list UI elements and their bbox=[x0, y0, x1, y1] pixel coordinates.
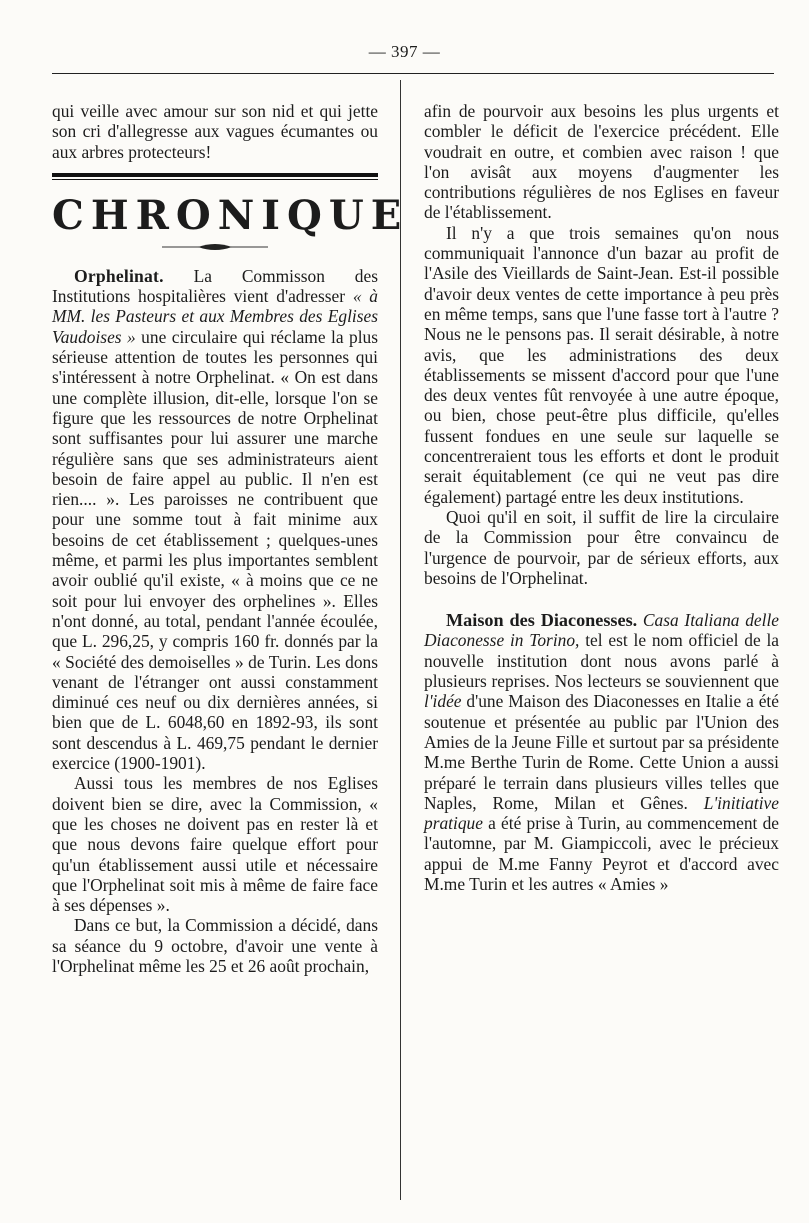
diaconesses-text-c: a été prise à Turin, au commencement de l'automne, par M. Giampiccoli, avec le précieux appui de M.me Fanny Peyrot et d'accord avec M.me Turin et les autres « Amies » bbox=[424, 813, 779, 894]
bazar-paragraph: Il n'y a que trois semaines qu'on nous communiquait l'annonce d'un bazar au profit de l'Asile des Vieillards de Saint-Jean. Est-il possible d'avoir deux ventes de cette importance à peu près en même temps, sans que l'une fasse tort à l'autre ? Nous ne le pensons pas. Il serait désirable, à notre avis, que les administrations des deux établissements se missent d'accord pour que l'une des deux ventes fût renvoyée à une autre époque, ou bien, chose peut-être plus difficile, qu'elles fussent fondues en une seule sur laquelle se concentreraient tous les efforts et dont le produit serait équitablement (ce qui ne veut pas dire également) partagé entre les deux institutions. bbox=[424, 222, 779, 507]
section-spacer bbox=[424, 588, 779, 610]
orphelinat-paragraph-2: Aussi tous les membres de nos Eglises doivent bien se dire, avec la Commission, « que les choses ne doivent pas en rester là et que nous devons faire quelque effort pour qu'un établissement aussi utile et nécessaire que l'Orphelinat soit mis à même de faire face à ses dépenses ». bbox=[52, 773, 378, 916]
right-column bbox=[424, 101, 779, 894]
diaconesses-text-b: d'une Maison des Diaconesses en Italie a été soutenue et présentée au public par l'Union des Amies de la Jeune Fille et surtout par sa présidente M.me Berthe Turin de Rome. Cette Union a aussi préparé le terrain dans plusieurs villes telles que Naples, Rome, Milan et Gênes. bbox=[424, 691, 779, 813]
continuation-paragraph: afin de pourvoir aux besoins les plus urgents et combler le déficit de l'exercice précédent. Elle voudrait en outre, et combien avec raison ! que l'on avisât aux moyens d'augmenter les contributions régulières de nos Eglises en faveur de l'établissement. bbox=[424, 101, 779, 223]
orphelinat-article bbox=[52, 266, 378, 773]
orphelinat-heading: Orphelinat. bbox=[74, 265, 164, 286]
ornament-divider bbox=[160, 242, 270, 252]
diaconesses-article bbox=[424, 610, 779, 894]
orphelinat-text-a: La Commisson des Institutions hospitalières vient d'adresser bbox=[52, 265, 378, 307]
diaconesses-heading: Maison des Diaconesses. bbox=[446, 610, 638, 631]
orphelinat-paragraph-3: Dans ce but, la Commission a décidé, dans sa séance du 9 octobre, d'avoir une vente à l'Orphelinat même les 25 et 26 août prochain, bbox=[52, 915, 378, 976]
header-rule bbox=[52, 73, 774, 74]
diaconesses-italic-c: L'initiative pratique bbox=[424, 792, 779, 834]
diaconesses-text-a: tel est le nom officiel de la nouvelle institution dont nous avons parlé à plusieurs reprises. Nos lecteurs se souviennent que bbox=[424, 630, 780, 692]
diaconesses-italic-b: l'idée bbox=[424, 691, 462, 712]
column-divider bbox=[400, 80, 401, 1200]
left-column bbox=[52, 101, 409, 976]
chronique-rule bbox=[52, 173, 378, 180]
diaconesses-italic-a: Casa Italiana delle Diaconesse in Torino, bbox=[424, 610, 779, 651]
intro-paragraph: qui veille avec amour sur son nid et qui jette son cri d'allegresse aux vagues écumantes ou aux arbres protecteurs! bbox=[52, 101, 378, 162]
conclusion-paragraph: Quoi qu'il en soit, il suffit de lire la circulaire de la Commission pour être convaincu de l'urgence de pourvoir, par de sérieux efforts, aux besoins de l'Orphelinat. bbox=[424, 506, 779, 588]
chronique-title: CHRONIQUE bbox=[52, 191, 409, 239]
orphelinat-text-b: une circulaire qui réclame la plus sérieuse attention de toutes les personnes qui s'intéressent à notre Orphelinat. « On est dans une complète illusion, dit-elle, lorsque l'on se figure que les ressources de notre Orphelinat sont suffisantes pour lui assurer une marche régulière sans que ses administrateurs aient besoin de faire appel au public. Il n'en est rien.... ». Les paroisses ne contribuent que pour une somme tout à fait minime aux besoins de cet établissement ; quelques-unes même, et parmi les plus importantes semblent avoir oublié qu'il existe, « à moins que ce ne soit pour lui envoyer des orphelines ». Elles n'ont donné, au total, pendant l'année écoulée, que L. 296,25, y compris 160 fr. donnés par la « Société des demoiselles » de Turin. Les dons venant de l'étranger ont aussi constamment diminué ces neuf ou dix dernières années, si bien que de L. 6048,60 en 1892-93, ils sont sont descendus à L. 469,75 pendant le dernier exercice (1900-1901). bbox=[52, 326, 378, 774]
orphelinat-italic-a: « à MM. les Pasteurs et aux Membres des Eglises Vaudoises » bbox=[52, 286, 378, 347]
page-number: — 397 — bbox=[368, 42, 441, 61]
